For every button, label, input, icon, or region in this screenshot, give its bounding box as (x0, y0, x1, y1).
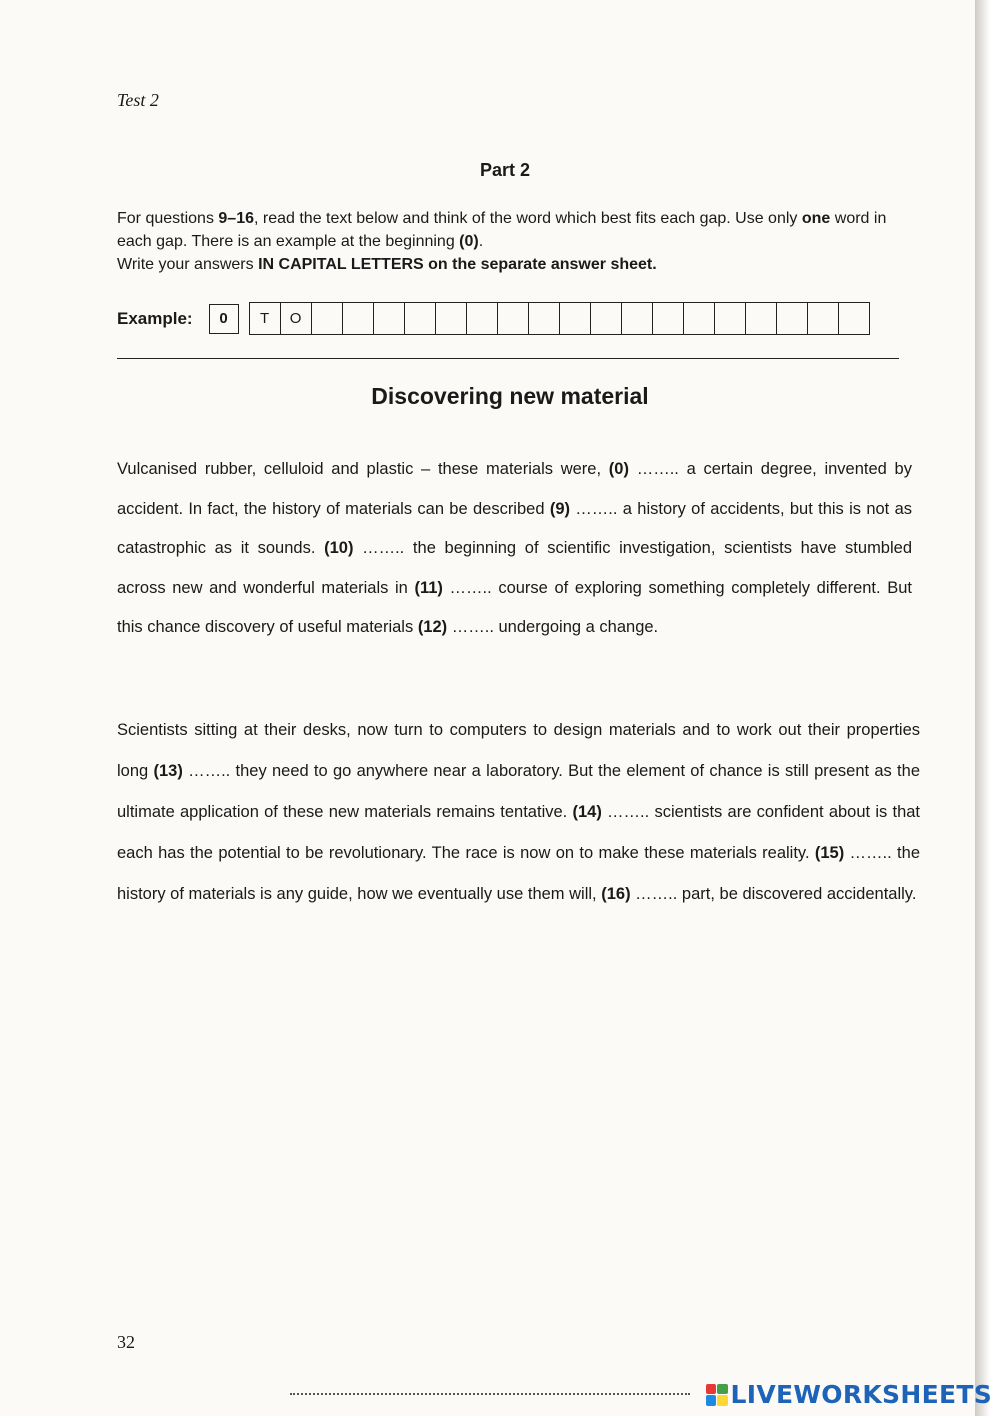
paragraph-text: Vulcanised rubber, celluloid and plastic – these materials were, (117, 460, 609, 478)
footer-dotted-line (290, 1393, 690, 1395)
paragraph-2 (117, 710, 920, 915)
example-letter-box (839, 303, 870, 334)
page-number: 32 (117, 1332, 135, 1352)
example-letter-box (715, 303, 746, 334)
example-letter-box (560, 303, 591, 334)
example-letter-box (467, 303, 498, 334)
example-letter-box (591, 303, 622, 334)
logo-square (706, 1384, 717, 1395)
paragraph-text: …….. part, be discovered accidentally. (630, 885, 917, 903)
example-letter-box (374, 303, 405, 334)
instructions-capitals: IN CAPITAL LETTERS on the separate answer sheet. (258, 256, 657, 273)
example-letter-box (312, 303, 343, 334)
instructions-text: word in each gap. There is an example at the beginning (117, 210, 887, 250)
paragraph-text: …….. the beginning of scientific investigation, scientists have stumbled across new and wonderful materials in (117, 539, 913, 597)
example-letter-box (405, 303, 436, 334)
divider-line (117, 358, 899, 359)
example-answer-boxes (249, 302, 870, 335)
gap-11-label: (11) (414, 578, 443, 597)
logo-square (706, 1395, 717, 1406)
example-letter-box: O (281, 303, 312, 334)
liveworksheets-brand[interactable] (706, 1380, 992, 1409)
example-number-box: 0 (209, 304, 239, 334)
brand-name: LIVEWORKSHEETS (730, 1380, 992, 1409)
gap-12-label: (12) (417, 618, 448, 636)
instructions (117, 207, 907, 276)
example-letter-box: T (250, 303, 281, 334)
liveworksheets-logo-icon (706, 1384, 728, 1406)
instructions-text: Write your answers (117, 256, 259, 273)
gap-16-label: (16) (601, 885, 631, 903)
example-letter-box (529, 303, 560, 334)
example-letter-box (684, 303, 715, 334)
gap-10-label: (10) (324, 539, 354, 557)
paragraph-text: Scientists sitting at their desks, now turn to computers to design materials and to work out their properties long (117, 721, 920, 780)
gap-13-label: (13) (153, 762, 183, 780)
paragraph-1 (117, 450, 912, 648)
paragraph-text: …….. a certain degree, invented by accident. In fact, the history of materials can be described (117, 460, 912, 518)
part-title: Part 2 (479, 160, 531, 180)
logo-square (717, 1384, 728, 1395)
page-edge-shadow (975, 0, 1000, 1416)
paragraph-text: …….. undergoing a change. (447, 618, 659, 636)
gap-0-label: (0) (608, 460, 629, 478)
gap-14-label: (14) (572, 803, 602, 821)
paragraph-text: …….. a history of accidents, but this is not as catastrophic as it sounds. (117, 499, 912, 557)
instructions-text: . (478, 233, 484, 250)
example-letter-box (498, 303, 529, 334)
paragraph-text: …….. scientists are confident about is that each has the potential to be revolutionary. The race is now on to make these materials reality. (117, 803, 921, 862)
instructions-one-word: one (801, 210, 831, 227)
instructions-text: For questions (117, 210, 219, 227)
paragraph-text: …….. they need to go anywhere near a laboratory. But the element of chance is still present as the ultimate application of these new materials remains tentative. (117, 762, 920, 821)
article-title: Discovering new material (371, 383, 649, 409)
example-label: Example: (117, 308, 193, 328)
instructions-text: , read the text below and think of the word which best fits each gap. Use only (253, 210, 802, 227)
test-label: Test 2 (117, 90, 159, 110)
gap-9-label: (9) (549, 499, 570, 518)
example-letter-box (343, 303, 374, 334)
example-row (117, 302, 870, 335)
example-letter-box (777, 303, 808, 334)
paragraph-text: …….. course of exploring something completely different. But this chance discovery of useful materials (117, 578, 912, 636)
example-letter-box (436, 303, 467, 334)
question-range: 9–16 (218, 210, 254, 227)
example-letter-box (746, 303, 777, 334)
instructions-example-ref: (0) (459, 233, 479, 250)
paragraph-text: …….. the history of materials is any guide, how we eventually use them will, (117, 844, 920, 903)
example-letter-box (653, 303, 684, 334)
logo-square (717, 1395, 728, 1406)
gap-15-label: (15) (814, 844, 845, 862)
example-letter-box (622, 303, 653, 334)
example-letter-box (808, 303, 839, 334)
